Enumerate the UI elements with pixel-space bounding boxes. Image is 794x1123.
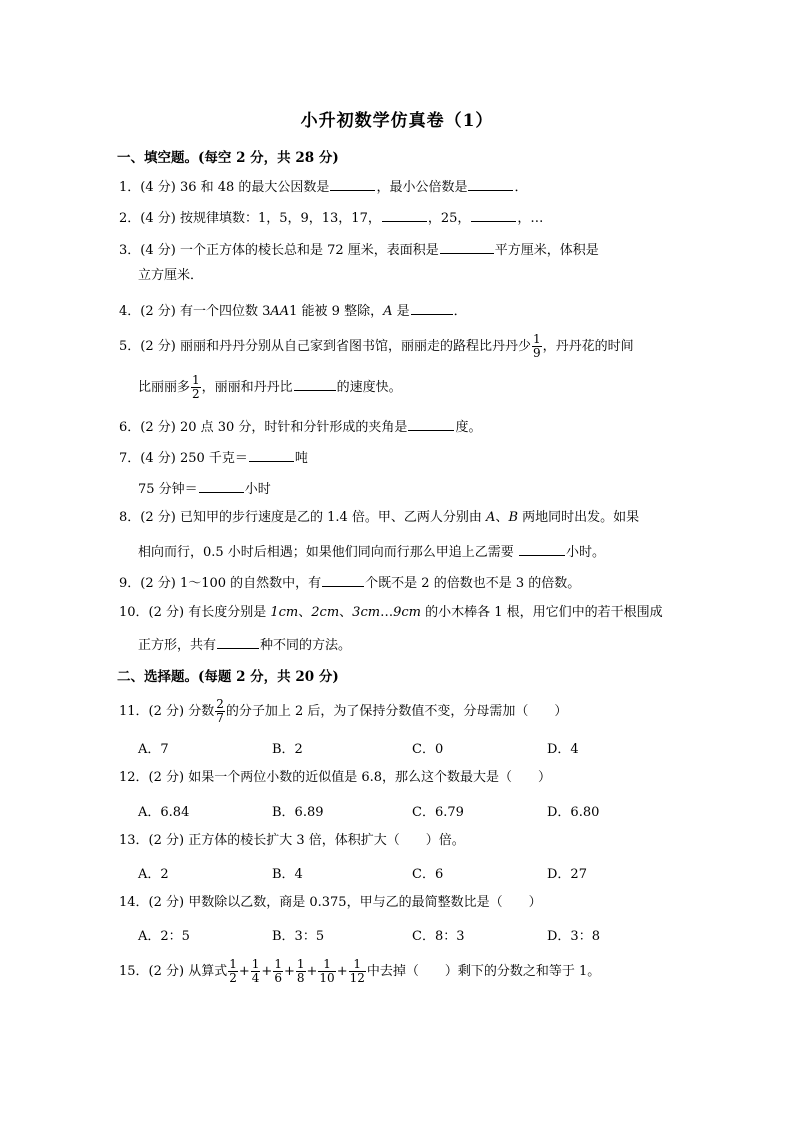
question-5: 5．(2 分) 丽丽和丹丹分别从自己家到省图书馆，丽丽走的路程比丹丹少 $\frac{1}{9}$ ，丹丹花的时间 (119, 332, 634, 360)
question-15: 15．(2 分) 从算式 $\frac{1}{2}$ + $\frac{1}{4}$ + $\frac{1}{6}$ + $\frac{1}{8}$ + $\frac{1}{10}$ + $\frac{1}{12}$ 中去掉（ ）剩下的分数之和等于 1。 (119, 957, 601, 985)
fraction: $\frac{1}{2}$ (229, 957, 237, 985)
question-11-options (0, 738, 794, 756)
question-5-continued: 比丽丽多 $\frac{1}{2}$ ，丽丽和丹丹比 的速度快。 (138, 373, 402, 401)
question-12: 12．(2 分) 如果一个两位小数的近似值是 6.8，那么这个数最大是（ ） (119, 770, 552, 785)
question-12-options (0, 801, 794, 819)
section-1-header: 一、填空题。(每空 2 分，共 28 分) (117, 150, 339, 166)
option-d[interactable]: D．4 (547, 742, 579, 757)
question-13-options (0, 863, 794, 881)
question-3: 3．(4 分) 一个正方体的棱长总和是 72 厘米，表面积是 平方厘米，体积是 (119, 239, 599, 260)
question-6: 6．(2 分) 20 点 30 分，时针和分针形成的夹角是 度。 (119, 416, 481, 437)
question-11: 11．(2 分) 分数 $\frac{2}{7}$ 的分子加上 2 后，为了保持分数值不变，分母需加（ ） (119, 697, 568, 725)
option-b[interactable]: B．3：5 (272, 929, 325, 944)
section-2-header: 二、选择题。(每题 2 分，共 20 分) (117, 669, 339, 685)
question-8-continued: 相向而行，0.5 小时后相遇；如果他们同向而行那么甲追上乙需要 小时。 (138, 541, 605, 562)
fraction: $\frac{1}{6}$ (274, 957, 282, 985)
answer-blank[interactable] (411, 300, 453, 315)
page-title: 小升初数学仿真卷（1） (300, 111, 494, 131)
option-b[interactable]: B．6.89 (272, 805, 324, 820)
answer-blank[interactable] (330, 176, 375, 191)
answer-blank[interactable] (382, 207, 427, 222)
option-c[interactable]: C．6 (412, 867, 444, 882)
fraction: $\frac{1}{12}$ (349, 957, 365, 985)
question-9: 9．(2 分) 1～100 的自然数中，有 个既不是 2 的倍数也不是 3 的倍数。 (119, 572, 580, 593)
answer-blank[interactable] (294, 376, 336, 391)
option-a[interactable]: A．6.84 (138, 805, 190, 820)
answer-blank[interactable] (471, 207, 516, 222)
question-2: 2．(4 分) 按规律填数：1，5，9，13，17， ，25， ，… (119, 207, 543, 228)
fraction: $\frac{1}{10}$ (319, 957, 335, 985)
answer-blank[interactable] (217, 634, 259, 649)
option-c[interactable]: C．8：3 (412, 929, 465, 944)
option-c[interactable]: C．0 (412, 742, 444, 757)
option-b[interactable]: B．2 (272, 742, 303, 757)
fraction: $\frac{2}{7}$ (216, 697, 224, 725)
question-14: 14．(2 分) 甲数除以乙数，商是 0.375，甲与乙的最简整数比是（ ） (119, 895, 542, 910)
option-d[interactable]: D．3：8 (547, 929, 600, 944)
answer-blank[interactable] (519, 541, 565, 556)
answer-blank[interactable] (468, 176, 513, 191)
option-d[interactable]: D．27 (547, 867, 587, 882)
option-c[interactable]: C．6.79 (412, 805, 464, 820)
question-1: 1．(4 分) 36 和 48 的最大公因数是 ，最小公倍数是 ． (119, 176, 527, 197)
option-a[interactable]: A．7 (138, 742, 169, 757)
question-10: 10．(2 分) 有长度分别是 1cm、2cm、3cm…9cm 的小木棒各 1 根，用它们中的若干根围成 (119, 605, 663, 620)
option-a[interactable]: A．2 (138, 867, 169, 882)
question-3-continued: 立方厘米． (138, 268, 204, 283)
answer-blank[interactable] (199, 478, 244, 493)
option-a[interactable]: A．2：5 (138, 929, 190, 944)
question-7: 7．(4 分) 250 千克＝ 吨 (119, 447, 308, 468)
question-4: 4．(2 分) 有一个四位数 3AA1 能被 9 整除，A 是 ． (119, 300, 467, 321)
option-b[interactable]: B．4 (272, 867, 303, 882)
option-d[interactable]: D．6.80 (547, 805, 600, 820)
answer-blank[interactable] (322, 572, 364, 587)
question-13: 13．(2 分) 正方体的棱长扩大 3 倍，体积扩大（ ）倍。 (119, 833, 465, 848)
fraction: $\frac{1}{8}$ (296, 957, 305, 985)
fraction: $\frac{1}{2}$ (192, 373, 200, 401)
question-7-continued: 75 分钟＝ 小时 (138, 478, 271, 499)
question-14-options (0, 925, 794, 943)
fraction: $\frac{1}{4}$ (251, 957, 260, 985)
answer-blank[interactable] (408, 416, 454, 431)
question-8: 8．(2 分) 已知甲的步行速度是乙的 1.4 倍。甲、乙两人分别由 A、B 两地同时出发。如果 (119, 510, 640, 525)
answer-blank[interactable] (249, 447, 294, 462)
fraction: $\frac{1}{9}$ (532, 332, 541, 360)
question-10-continued: 正方形，共有 种不同的方法。 (138, 634, 351, 655)
answer-blank[interactable] (440, 239, 494, 254)
